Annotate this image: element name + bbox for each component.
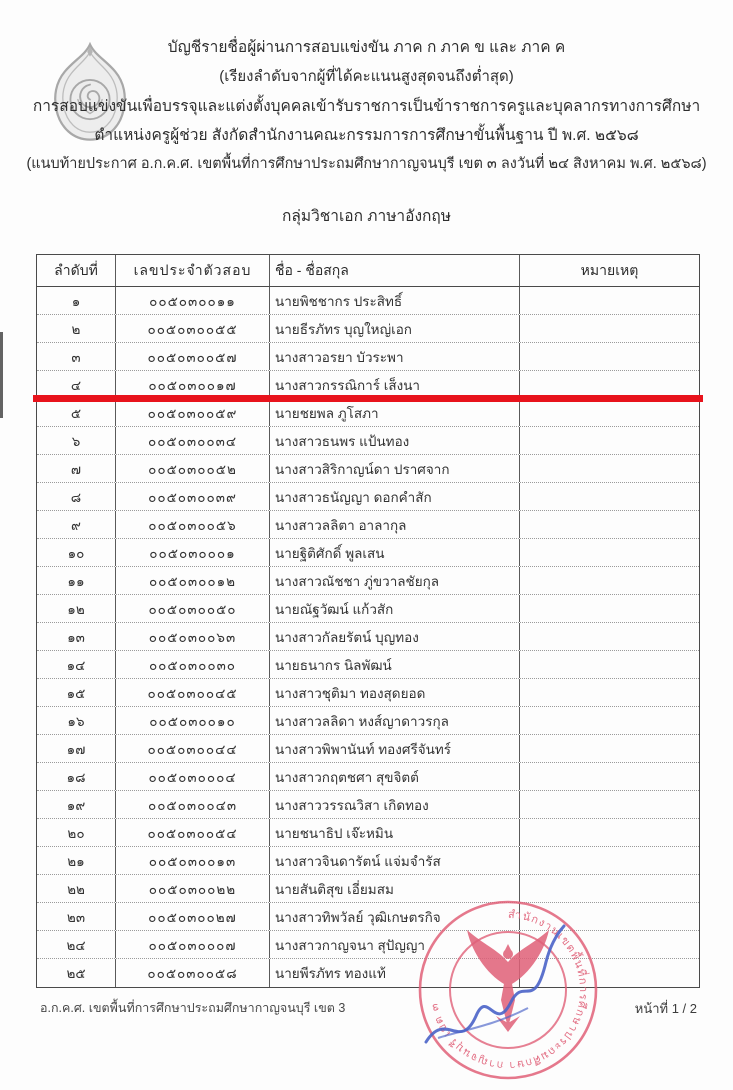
- exam-id-cell: ๐๐๕๐๓๐๐๕๔: [116, 819, 270, 846]
- header-order-number: ลำดับที่: [37, 255, 116, 286]
- row-number-cell: ๒๑: [37, 847, 116, 874]
- candidate-name-cell: นายธีรภัทร บุญใหญ่เอก: [270, 315, 520, 342]
- table-row: [37, 847, 699, 875]
- remark-cell: [520, 371, 699, 398]
- candidate-name-cell: นางสาวชุติมา ทองสุดยอด: [270, 679, 520, 706]
- candidate-name-cell: นางสาวธนัญญา ดอกคำสัก: [270, 483, 520, 510]
- exam-id-cell: ๐๐๕๐๓๐๐๐๗: [116, 931, 270, 958]
- candidate-name-cell: นางสาวอรยา บัวระพา: [270, 343, 520, 370]
- page-number: หน้าที่ 1 / 2: [634, 1001, 697, 1016]
- remark-cell: [520, 539, 699, 566]
- candidate-name-cell: นางสาวกัลยรัตน์ บุญทอง: [270, 623, 520, 650]
- exam-id-cell: ๐๐๕๐๓๐๐๕๐: [116, 595, 270, 622]
- table-header-row: [37, 255, 699, 287]
- table-row: [37, 483, 699, 511]
- official-seal-stamp: [408, 890, 608, 1090]
- exam-id-cell: ๐๐๕๐๓๐๐๕๗: [116, 343, 270, 370]
- candidate-name-cell: นางสาวจินดารัตน์ แจ่มจำรัส: [270, 847, 520, 874]
- row-number-cell: ๒: [37, 315, 116, 342]
- row-number-cell: ๑๔: [37, 651, 116, 678]
- row-number-cell: ๓: [37, 343, 116, 370]
- row-number-cell: ๑๕: [37, 679, 116, 706]
- scan-artifact: [0, 332, 3, 418]
- exam-id-cell: ๐๐๕๐๓๐๐๑๗: [116, 371, 270, 398]
- candidate-name-cell: นายพิชชากร ประสิทธิ์: [270, 287, 520, 314]
- exam-id-cell: ๐๐๕๐๓๐๐๐๔: [116, 763, 270, 790]
- candidate-name-cell: นายชนาธิป เจ๊ะหมิน: [270, 819, 520, 846]
- row-number-cell: ๔: [37, 371, 116, 398]
- remark-cell: [520, 763, 699, 790]
- candidate-name-cell: นายฐิติศักดิ์ พูลเสน: [270, 539, 520, 566]
- row-number-cell: ๖: [37, 427, 116, 454]
- table-row: [37, 595, 699, 623]
- exam-id-cell: ๐๐๕๐๓๐๐๑๓: [116, 847, 270, 874]
- candidate-name-cell: นายณัฐวัฒน์ แก้วสัก: [270, 595, 520, 622]
- candidate-name-cell: นางสาวกาญจนา สุปัญญา: [270, 931, 520, 958]
- exam-id-cell: ๐๐๕๐๓๐๐๕๕: [116, 315, 270, 342]
- remark-cell: [520, 735, 699, 762]
- exam-id-cell: ๐๐๕๐๓๐๐๔๓: [116, 791, 270, 818]
- remark-cell: [520, 315, 699, 342]
- remark-cell: [520, 287, 699, 314]
- exam-id-cell: ๐๐๕๐๓๐๐๕๘: [116, 959, 270, 987]
- doc-title-line2: (เรียงลำดับจากผู้ที่ได้คะแนนสูงสุดจนถึงต่ำสุด): [219, 68, 514, 85]
- row-number-cell: ๑๖: [37, 707, 116, 734]
- subject-group-title: กลุ่มวิชาเอก ภาษาอังกฤษ: [281, 208, 452, 225]
- remark-cell: [520, 399, 699, 426]
- row-number-cell: ๑๑: [37, 567, 116, 594]
- row-number-cell: ๑๘: [37, 763, 116, 790]
- footer-office-name: อ.ก.ค.ศ. เขตพื้นที่การศึกษาประถมศึกษากาญจนบุรี เขต 3: [40, 1001, 346, 1015]
- exam-id-cell: ๐๐๕๐๓๐๐๓๔: [116, 427, 270, 454]
- table-row: [37, 819, 699, 847]
- exam-id-cell: ๐๐๕๐๓๐๐๐๑: [116, 539, 270, 566]
- exam-id-cell: ๐๐๕๐๓๐๐๓๙: [116, 483, 270, 510]
- header-exam-id: เลขประจำตัวสอบ: [116, 255, 270, 286]
- exam-id-cell: ๐๐๕๐๓๐๐๒๒: [116, 875, 270, 902]
- candidate-name-cell: นายธนากร นิลพัฒน์: [270, 651, 520, 678]
- candidate-name-cell: นายชยพล ภูโสภา: [270, 399, 520, 426]
- doc-title-line3: การสอบแข่งขันเพื่อบรรจุและแต่งตั้งบุคคลเข้ารับราชการเป็นข้าราชการครูและบุคลากรทางการศึกษา: [32, 98, 701, 115]
- remark-cell: [520, 847, 699, 874]
- candidate-name-cell: นางสาวทิพวัลย์ วุฒิเกษตรกิจ: [270, 903, 520, 930]
- table-row: [37, 315, 699, 343]
- doc-title-line5: (แนบท้ายประกาศ อ.ก.ค.ศ. เขตพื้นที่การศึกษาประถมศึกษากาญจนบุรี เขต ๓ ลงวันที่ ๒๔ สิงหาคม พ.ศ. ๒๕๖๘): [26, 156, 707, 172]
- row-number-cell: ๒๕: [37, 959, 116, 987]
- remark-cell: [520, 623, 699, 650]
- doc-title-line1: บัญชีรายชื่อผู้ผ่านการสอบแข่งขัน ภาค ก ภาค ข และ ภาค ค: [167, 39, 566, 56]
- row-number-cell: ๑๗: [37, 735, 116, 762]
- table-row: [37, 371, 699, 399]
- candidate-name-cell: นางสาวณัชชา ภู่ขวาลชัยกุล: [270, 567, 520, 594]
- header-name: ชื่อ - ชื่อสกุล: [270, 255, 520, 286]
- candidate-name-cell: นางสาวพิพานันท์ ทองศรีจันทร์: [270, 735, 520, 762]
- row-number-cell: ๘: [37, 483, 116, 510]
- candidate-name-cell: นางสาวลลิดา หงส์ญาดาวรกุล: [270, 707, 520, 734]
- exam-id-cell: ๐๐๕๐๓๐๐๑๑: [116, 287, 270, 314]
- table-row: [37, 427, 699, 455]
- remark-cell: [520, 707, 699, 734]
- candidate-name-cell: นางสาวกฤตชศา สุขจิตต์: [270, 763, 520, 790]
- stamp-ring-text: สำนักงานเขตพื้นที่การศึกษาประถมศึกษา กาญจนบุรี เขต ๓: [428, 908, 590, 1072]
- exam-id-cell: ๐๐๕๐๓๐๐๕๙: [116, 399, 270, 426]
- row-number-cell: ๒๐: [37, 819, 116, 846]
- row-number-cell: ๑๓: [37, 623, 116, 650]
- candidate-name-cell: นางสาวลลิตา อาลากุล: [270, 511, 520, 538]
- remark-cell: [520, 483, 699, 510]
- table-row: [37, 623, 699, 651]
- remark-cell: [520, 455, 699, 482]
- remark-cell: [520, 651, 699, 678]
- table-row: [37, 539, 699, 567]
- table-row: [37, 455, 699, 483]
- candidate-name-cell: นางสาวกรรณิการ์ เส็งนา: [270, 371, 520, 398]
- table-row: [37, 567, 699, 595]
- candidate-name-cell: นางสาวธนพร แป้นทอง: [270, 427, 520, 454]
- row-number-cell: ๑๐: [37, 539, 116, 566]
- remark-cell: [520, 791, 699, 818]
- table-row: [37, 679, 699, 707]
- row-number-cell: ๗: [37, 455, 116, 482]
- candidate-name-cell: นายพีรภัทร ทองแท้: [270, 959, 520, 987]
- remark-cell: [520, 595, 699, 622]
- table-row: [37, 287, 699, 315]
- exam-id-cell: ๐๐๕๐๓๐๐๑๐: [116, 707, 270, 734]
- remark-cell: [520, 679, 699, 706]
- exam-id-cell: ๐๐๕๐๓๐๐๕๒: [116, 455, 270, 482]
- remark-cell: [520, 427, 699, 454]
- exam-id-cell: ๐๐๕๐๓๐๐๒๗: [116, 903, 270, 930]
- table-row: [37, 343, 699, 371]
- row-number-cell: ๒๓: [37, 903, 116, 930]
- exam-id-cell: ๐๐๕๐๓๐๐๑๒: [116, 567, 270, 594]
- remark-cell: [520, 511, 699, 538]
- table-row: [37, 511, 699, 539]
- header-remark: หมายเหตุ: [580, 261, 639, 278]
- row-number-cell: ๙: [37, 511, 116, 538]
- table-row: [37, 763, 699, 791]
- exam-id-cell: ๐๐๕๐๓๐๐๖๓: [116, 623, 270, 650]
- remark-cell: [520, 343, 699, 370]
- doc-title-line4: ตำแหน่งครูผู้ช่วย สังกัดสำนักงานคณะกรรมการการศึกษาขั้นพื้นฐาน ปี พ.ศ. ๒๕๖๘: [94, 127, 639, 144]
- exam-id-cell: ๐๐๕๐๓๐๐๔๔: [116, 735, 270, 762]
- row-number-cell: ๑๙: [37, 791, 116, 818]
- exam-id-cell: ๐๐๕๐๓๐๐๓๐: [116, 651, 270, 678]
- remark-cell: [520, 567, 699, 594]
- results-table: [36, 254, 700, 988]
- table-row: [37, 791, 699, 819]
- row-number-cell: ๒๔: [37, 931, 116, 958]
- table-row: [37, 399, 699, 427]
- table-body: [37, 287, 699, 987]
- candidate-name-cell: นางสาววรรณวิสา เกิดทอง: [270, 791, 520, 818]
- row-number-cell: ๕: [37, 399, 116, 426]
- table-row: [37, 735, 699, 763]
- table-row: [37, 707, 699, 735]
- exam-id-cell: ๐๐๕๐๓๐๐๔๕: [116, 679, 270, 706]
- table-row: [37, 651, 699, 679]
- row-number-cell: ๒๒: [37, 875, 116, 902]
- candidate-name-cell: นายสันติสุข เอี่ยมสม: [270, 875, 520, 902]
- row-number-cell: ๑๒: [37, 595, 116, 622]
- candidate-name-cell: นางสาวสิริกาญน์ดา ปราศจาก: [270, 455, 520, 482]
- exam-id-cell: ๐๐๕๐๓๐๐๕๖: [116, 511, 270, 538]
- remark-cell: [520, 819, 699, 846]
- row-number-cell: ๑: [37, 287, 116, 314]
